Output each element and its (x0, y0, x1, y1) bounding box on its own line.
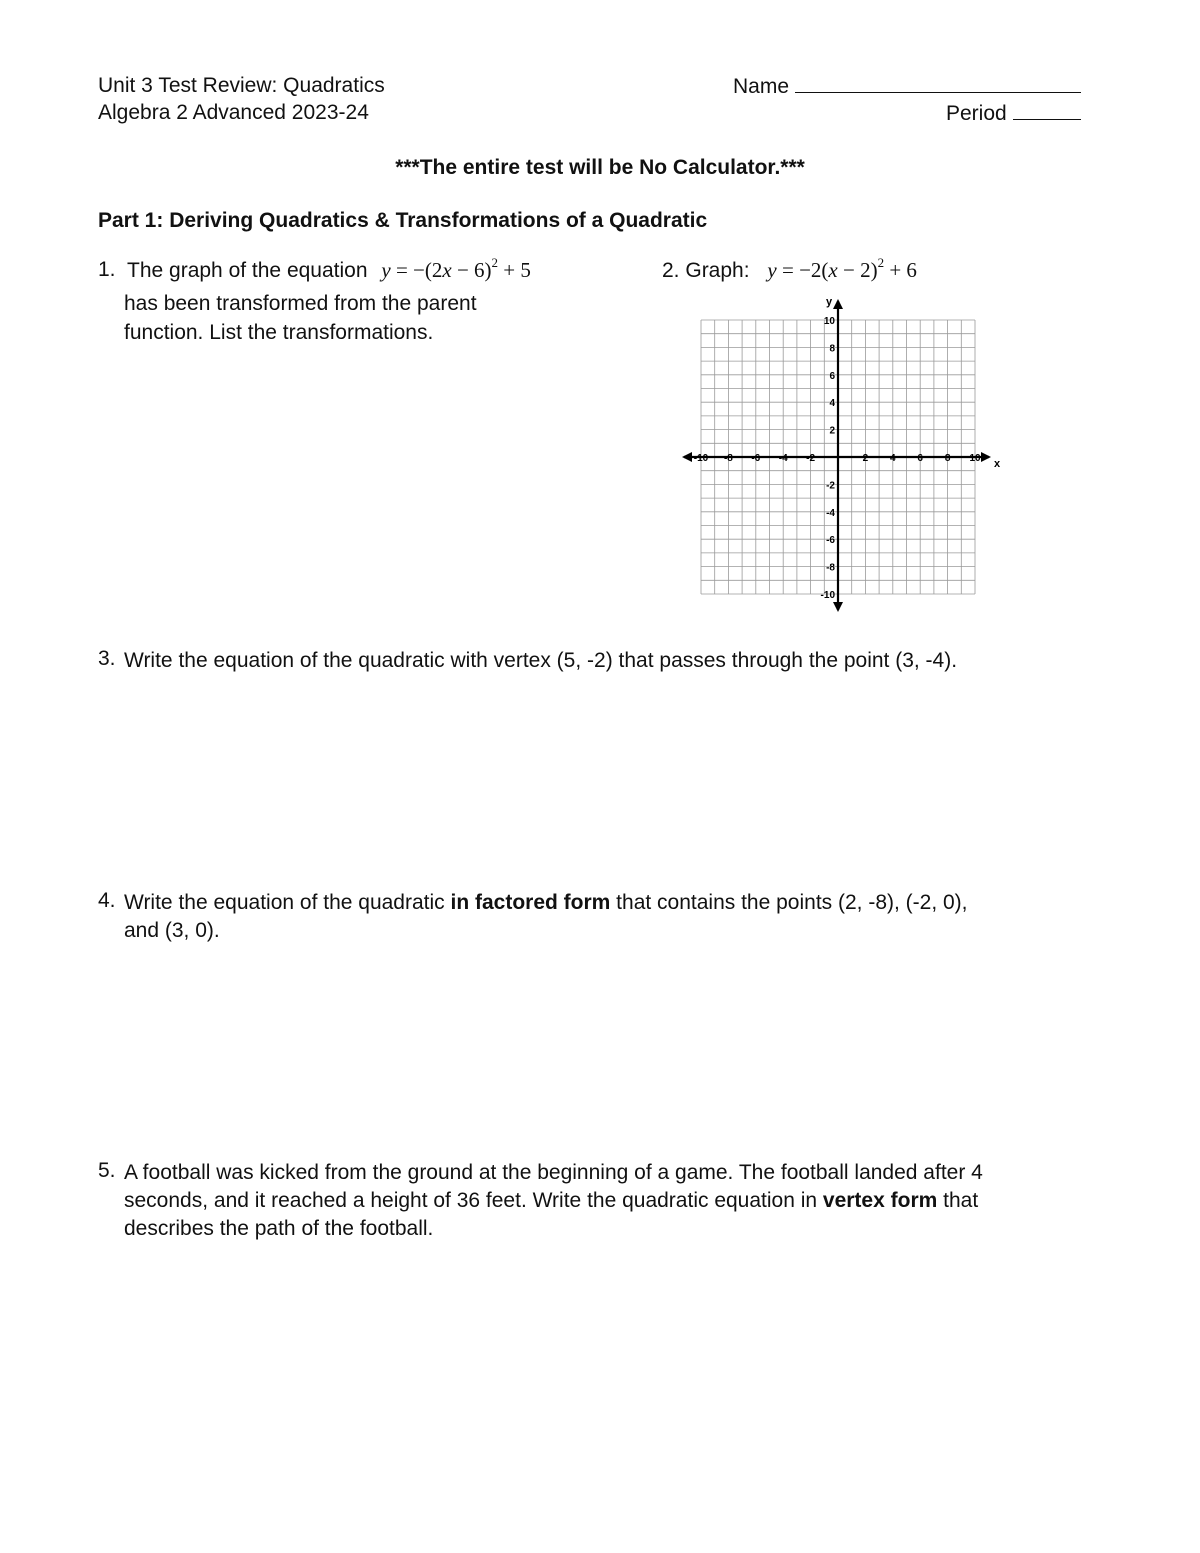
period-label: Period (946, 102, 1007, 125)
y-tick-label: 4 (829, 398, 835, 410)
y-tick-label: 2 (829, 425, 835, 437)
y-tick-label: 6 (829, 370, 835, 382)
question-4-number: 4. (98, 889, 116, 912)
question-5-line3: describes the path of the football. (124, 1217, 434, 1240)
question-3-text: Write the equation of the quadratic with vertex (5, -2) that passes through the point (3, -4). (124, 649, 958, 672)
y-tick-label: -8 (826, 562, 835, 574)
name-field[interactable] (733, 74, 1081, 99)
question-1-equation: $y = -(2x - 6)^2 + 5$ (381, 255, 531, 282)
question-2-number: 2. (662, 259, 680, 282)
question-4-emphasis: in factored form (450, 891, 611, 914)
x-axis-arrow-right (981, 452, 991, 462)
x-tick-label: 10 (969, 453, 981, 464)
question-3-number: 3. (98, 647, 116, 670)
y-tick-label: 10 (823, 316, 835, 327)
question-1-line2: has been transformed from the parent (124, 292, 477, 315)
y-axis-arrow-up (833, 299, 843, 309)
question-2-text (662, 255, 917, 283)
course-label: Algebra 2 Advanced 2023-24 (98, 101, 369, 124)
y-tick-label: -2 (826, 480, 835, 492)
x-axis-label: x (994, 458, 1000, 470)
question-5-number: 5. (98, 1159, 116, 1182)
question-4-part-b: that contains the points (2, -8), (-2, 0), (610, 891, 968, 914)
part1-heading: Part 1: Deriving Quadratics & Transformations of a Quadratic (98, 209, 708, 232)
x-tick-label: -4 (778, 453, 788, 464)
x-tick-label: 2 (862, 453, 869, 464)
question-4-part-a: Write the equation of the quadratic (124, 891, 451, 914)
x-tick-label: 6 (917, 453, 923, 464)
question-5-part-b: seconds, and it reached a height of 36 feet. Write the quadratic equation in (124, 1189, 823, 1212)
y-tick-label: -10 (820, 590, 835, 601)
no-calculator-notice: ***The entire test will be No Calculator.*** (395, 156, 805, 179)
coordinate-grid[interactable] (680, 293, 1000, 618)
question-2-equation: $y = -2(x - 2)^2 + 6$ (767, 255, 917, 282)
y-axis-arrow-down (833, 602, 843, 612)
x-tick-label: -8 (723, 453, 733, 464)
worksheet-title: Unit 3 Test Review: Quadratics (98, 74, 385, 97)
x-tick-label: -10 (693, 453, 709, 464)
period-blank-line[interactable] (1013, 101, 1081, 120)
question-1-text (127, 255, 531, 283)
x-tick-label: -2 (806, 453, 816, 464)
y-tick-label: -4 (826, 507, 835, 519)
question-2-label: Graph: (685, 259, 750, 282)
question-5-part-c: that (937, 1189, 979, 1212)
y-tick-label: 8 (829, 343, 835, 355)
question-5-text (124, 1159, 1104, 1243)
name-blank-line[interactable] (795, 74, 1081, 93)
question-1-line3: function. List the transformations. (124, 321, 434, 344)
question-1-number: 1. (98, 258, 116, 281)
question-5-line1: A football was kicked from the ground at the beginning of a game. The football landed after 4 (124, 1161, 983, 1184)
period-field[interactable] (946, 101, 1081, 126)
x-tick-label: -6 (751, 453, 761, 464)
question-4-text (124, 889, 1104, 945)
question-4-line2: and (3, 0). (124, 919, 220, 942)
name-label: Name (733, 75, 790, 98)
x-tick-label: 8 (944, 453, 951, 464)
question-5-emphasis: vertex form (822, 1189, 938, 1212)
question-1-intro: The graph of the equation (127, 259, 368, 282)
y-tick-label: -6 (826, 535, 835, 547)
x-tick-label: 4 (890, 453, 896, 464)
y-axis-label: y (825, 296, 833, 308)
x-axis-arrow-left (682, 452, 692, 462)
